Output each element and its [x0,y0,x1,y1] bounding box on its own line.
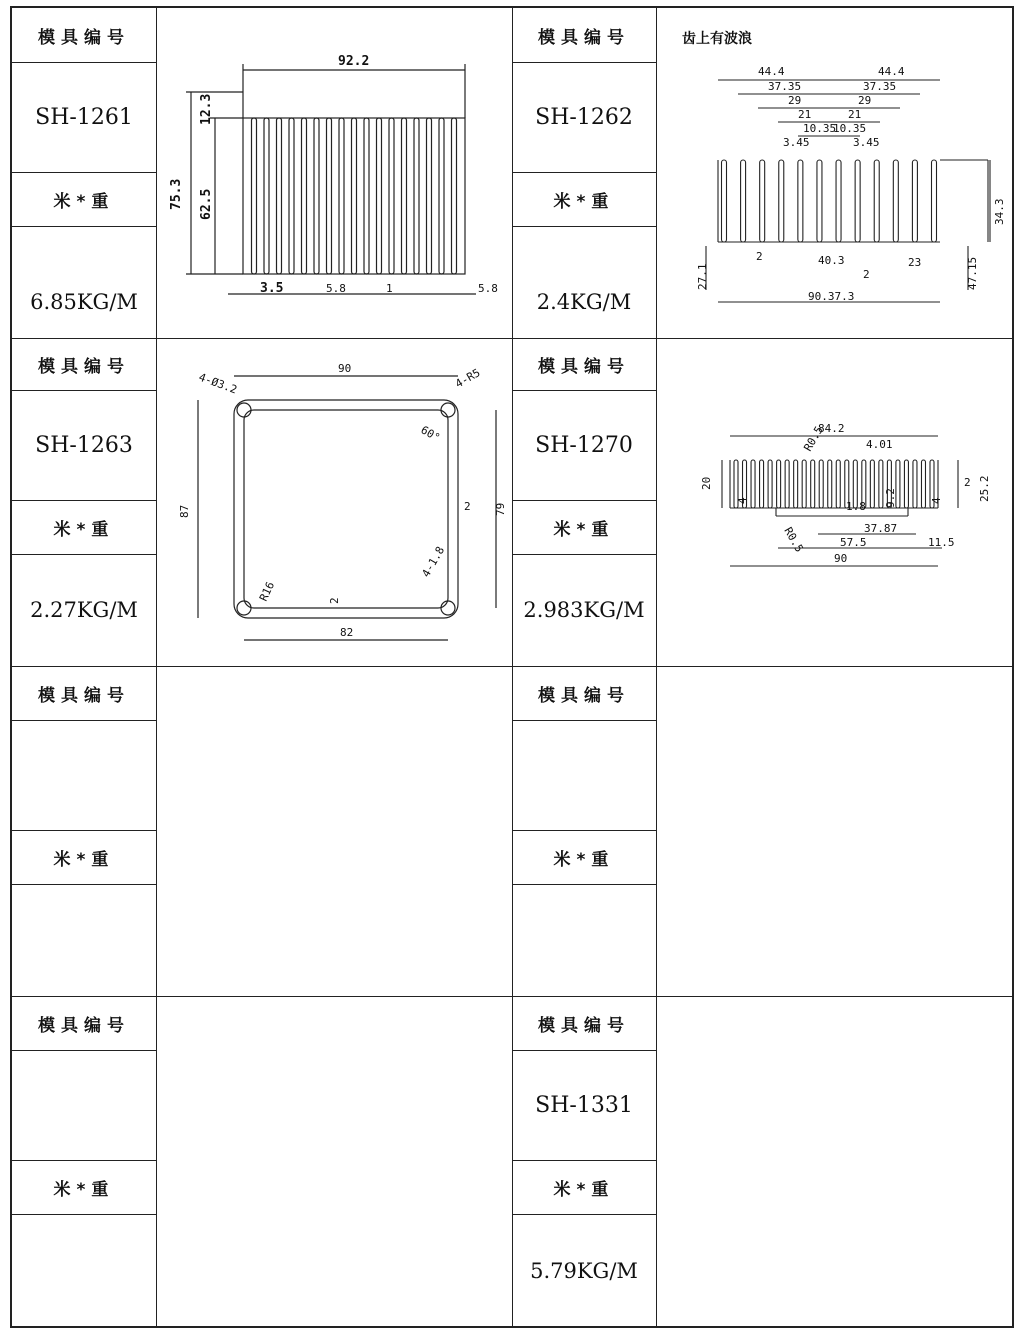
mold-code [512,720,656,830]
dim-inner-width: 82 [340,626,354,639]
weight-label: 米*重 [53,849,115,870]
dim-fin: 4.01 [866,438,893,451]
fin-shape [879,460,883,508]
mold-code [12,720,156,830]
dim-h: 34.3 [993,198,1006,225]
dim-total-height: 75.3 [169,178,184,210]
fin-shape [377,118,382,274]
fin-shape [302,118,307,274]
mold-no-label: 模具编号 [38,27,130,48]
fin-shape [452,118,457,274]
fin-shape [760,160,765,242]
dim-fin: 1 [386,282,393,295]
dim-r2: R0.5 [781,525,806,555]
dim-height: 20 [700,476,713,490]
fin-shape [352,118,357,274]
fin-shape [389,118,394,274]
dim-base: 5.8 [478,282,498,295]
fin-shape [893,160,898,242]
dim-a2: 44.4 [878,65,905,78]
profile-drawing-sh1270 [658,340,1014,664]
weight-value [512,884,656,996]
grid-line [656,8,657,1326]
dim-fin-height: 62.5 [199,188,214,220]
dim-hole: 4-Ø3.2 [196,370,239,397]
profile-drawing-sh1261 [158,10,510,336]
weight-label: 米*重 [553,519,615,540]
fin-shape [779,160,784,242]
weight-value [12,1214,156,1328]
dim-w1: 37.87 [864,522,898,535]
fin-shape [314,118,319,274]
fin-shape [264,118,269,274]
dim-c2: 29 [858,94,872,107]
dim-w3: 11.5 [928,536,955,549]
fin-shape [794,460,798,508]
dim-b1: 37.35 [768,80,802,93]
dim-d1: 21 [798,108,812,121]
dim-inner-height: 79 [494,502,507,516]
weight-value: 5.79KG/M [530,1259,638,1283]
dim-top: 12.3 [199,93,214,125]
fin-shape [932,160,937,242]
weight-label: 米*重 [553,191,615,212]
fin-shape [798,160,803,242]
dim-d2: 21 [848,108,862,121]
fin-shape [817,160,822,242]
dim-chamfer: 4-1.8 [419,544,448,580]
mold-code [12,1050,156,1160]
dim-right: 47.15 [966,256,979,290]
fin-shape [904,460,908,508]
mold-code: SH-1261 [35,104,133,130]
mold-code: SH-1263 [35,432,133,458]
mold-no-label: 模具编号 [538,1015,630,1036]
fin-shape [785,460,789,508]
dim-gap: 9.2 [884,488,897,508]
weight-value [12,884,156,996]
fin-shape [252,118,257,274]
dim-gap: 5.8 [326,282,346,295]
profile-drawing-sh1263 [158,340,510,664]
mold-code: SH-1331 [535,1092,633,1118]
fin-shape [414,118,419,274]
dim-angle: 60° [418,423,443,445]
mold-no-label: 模具编号 [538,27,630,48]
fin-shape [913,460,917,508]
weight-value: 2.27KG/M [30,598,138,622]
dim-t2: 2 [863,268,870,281]
fin-shape [855,160,860,242]
wave-note: 齿上有波浪 [682,31,752,47]
dim-total: 90 [834,552,848,565]
weight-label: 米*重 [553,1179,615,1200]
dim-b2: 37.35 [863,80,897,93]
fin-shape [811,460,815,508]
dim-two: 2 [964,476,971,489]
fin-shape [722,160,727,242]
weight-label: 米*重 [553,849,615,870]
dim-f2: 3.45 [853,136,880,149]
fin-shape [327,118,332,274]
mold-code: SH-1270 [535,432,633,458]
dim-width: 84.2 [818,422,845,435]
dim-r16: R16 [256,579,278,604]
weight-value: 2.4KG/M [536,290,632,314]
fin-shape [751,460,755,508]
dim-mid: 40.3 [818,254,845,267]
mold-no-label: 模具编号 [538,356,630,377]
dim-w2: 57.5 [840,536,867,549]
dim-radius: 4-R5 [453,366,483,391]
fin-shape [828,460,832,508]
fin-shape [741,160,746,242]
weight-value: 2.983KG/M [523,598,645,622]
mold-no-label: 模具编号 [38,685,130,706]
grid-line [156,8,157,1326]
fin-shape [836,160,841,242]
dim-e2: 10.35 [833,122,867,135]
dim-four-right: 4 [930,497,943,504]
dim-r1: R0.5 [801,424,826,454]
weight-value: 6.85KG/M [30,290,138,314]
dim-t1: 2 [756,250,763,263]
fin-shape [912,160,917,242]
dim-e1: 10.35 [803,122,837,135]
fin-shape [427,118,432,274]
dim-r: 23 [908,256,922,269]
dim-pitch: 3.5 [260,281,284,296]
fin-shape [289,118,294,274]
weight-label: 米*重 [53,191,115,212]
fin-shape [819,460,823,508]
dim-width: 90 [338,362,352,375]
dim-bottom-wall: 2 [328,597,341,604]
mold-no-label: 模具编号 [538,685,630,706]
fin-shape [870,460,874,508]
profile-drawing-sh1262 [658,10,1014,336]
fin-shape [768,460,772,508]
dim-width: 92.2 [338,54,370,69]
fin-shape [921,460,925,508]
mold-no-label: 模具编号 [38,356,130,377]
fin-shape [760,460,764,508]
dim-left: 27.1 [696,263,709,290]
fin-shape [802,460,806,508]
dim-thickness: 1.8 [846,500,866,513]
fin-shape [277,118,282,274]
fin-shape [364,118,369,274]
dim-total: 90.37.3 [808,290,855,303]
fin-shape [777,460,781,508]
weight-label: 米*重 [53,1179,115,1200]
fin-shape [836,460,840,508]
spec-sheet [10,6,1014,1328]
dim-height: 87 [178,504,191,518]
dim-wall: 2 [464,500,471,513]
weight-label: 米*重 [53,519,115,540]
dim-c1: 29 [788,94,802,107]
dim-height-2: 25.2 [978,475,991,502]
mold-code: SH-1262 [535,104,633,130]
mold-no-label: 模具编号 [38,1015,130,1036]
fin-shape [874,160,879,242]
fin-shape [339,118,344,274]
dim-four-left: 4 [736,497,749,504]
dim-a1: 44.4 [758,65,785,78]
dim-f1: 3.45 [783,136,810,149]
fin-shape [402,118,407,274]
fin-shape [439,118,444,274]
